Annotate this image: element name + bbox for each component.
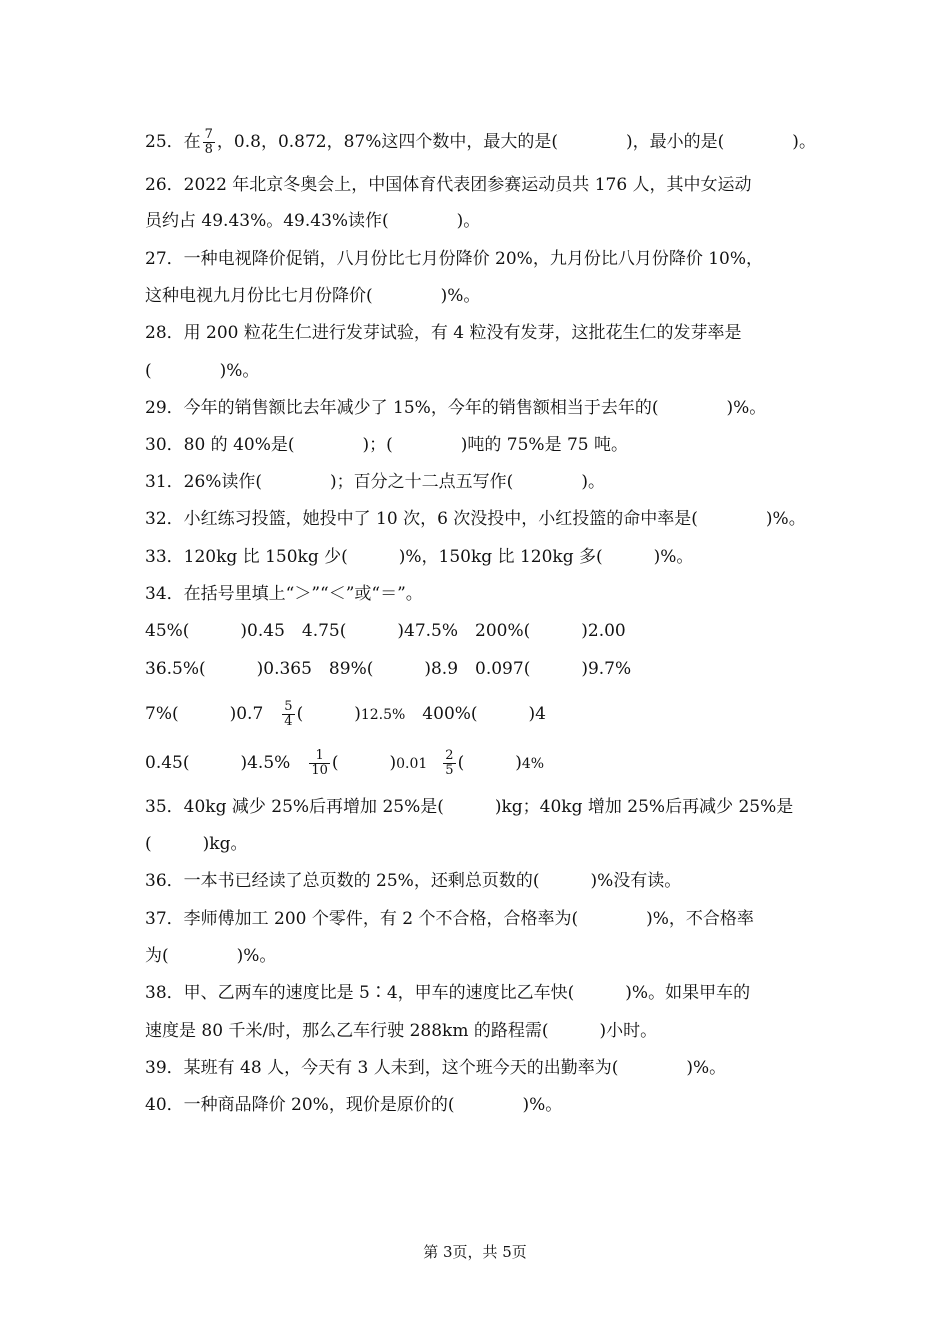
question-36: 36．一本书已经读了总页数的 25%，还剩总页数的( )%没有读。 bbox=[145, 871, 682, 891]
fraction-7-8: $\frac{7}{8}$ bbox=[204, 127, 213, 157]
question-31: 31．26%读作( )；百分之十二点五写作( )。 bbox=[145, 472, 605, 492]
question-38-line1: 38．甲、乙两车的速度比是 5∶4，甲车的速度比乙车快( )%。如果甲车的 bbox=[145, 983, 751, 1003]
question-35-line2: ( )kg。 bbox=[145, 834, 248, 854]
question-30: 30．80 的 40%是( )；( )吨的 75%是 75 吨。 bbox=[145, 435, 629, 455]
question-35-line1: 35．40kg 减少 25%后再增加 25%是( )kg；40kg 增加 25%后再减少 25%是 bbox=[145, 797, 794, 817]
question-40: 40．一种商品降价 20%，现价是原价的( )%。 bbox=[145, 1095, 563, 1115]
question-34-row1: 45%( )0.45 4.75( )47.5% 200%( )2.00 bbox=[145, 621, 626, 641]
question-39: 39．某班有 48 人，今天有 3 人未到，这个班今天的出勤率为( )%。 bbox=[145, 1058, 727, 1078]
question-32: 32．小红练习投篮，她投中了 10 次，6 次没投中，小红投篮的命中率是( )%。 bbox=[145, 509, 806, 529]
question-34-row4: 0.45( )4.5% $\frac{1}{10}$ ( )0.01 $\frac{2}{5}$ ( )4% bbox=[145, 748, 545, 778]
fraction-2-5: $\frac{2}{5}$ bbox=[445, 748, 454, 778]
question-26-line2: 员约占 49.43%。49.43%读作( )。 bbox=[145, 211, 481, 231]
question-28-line2: ( )%。 bbox=[145, 361, 260, 381]
question-27-line2: 这种电视九月份比七月份降价( )%。 bbox=[145, 286, 481, 306]
question-28-line1: 28．用 200 粒花生仁进行发芽试验，有 4 粒没有发芽，这批花生仁的发芽率是 bbox=[145, 323, 742, 343]
fraction-1-10: $\frac{1}{10}$ bbox=[311, 748, 328, 778]
q25-text-b: ，0.8，0.872，87%这四个数中，最大的是( )，最小的是( )。 bbox=[216, 132, 816, 152]
question-37-line1: 37．李师傅加工 200 个零件，有 2 个不合格，合格率为( )%，不合格率 bbox=[145, 909, 754, 929]
question-33: 33．120kg 比 150kg 少( )%，150kg 比 120kg 多( )%。 bbox=[145, 547, 694, 567]
question-34-title: 34．在括号里填上“＞”“＜”或“＝”。 bbox=[145, 584, 423, 604]
question-34-row3: 7%( )0.7 $\frac{5}{4}$ ( )12.5% 400%( )4 bbox=[145, 699, 546, 729]
question-37-line2: 为( )%。 bbox=[145, 946, 277, 966]
question-34-row2: 36.5%( )0.365 89%( )8.9 0.097( )9.7% bbox=[145, 659, 632, 679]
question-26-line1: 26．2022 年北京冬奥会上，中国体育代表团参赛运动员共 176 人，其中女运动 bbox=[145, 175, 752, 195]
fraction-5-4: $\frac{5}{4}$ bbox=[284, 699, 293, 729]
question-29: 29．今年的销售额比去年减少了 15%，今年的销售额相当于去年的( )%。 bbox=[145, 398, 767, 418]
question-25 bbox=[145, 128, 816, 157]
question-27-line1: 27．一种电视降价促销，八月份比七月份降价 20%，九月份比八月份降价 10%， bbox=[145, 249, 764, 269]
question-38-line2: 速度是 80 千米/时，那么乙车行驶 288km 的路程需( )小时。 bbox=[145, 1021, 658, 1041]
page-footer: 第 3页，共 5页 bbox=[423, 1243, 527, 1261]
q25-text-a: 25．在 bbox=[145, 132, 201, 152]
